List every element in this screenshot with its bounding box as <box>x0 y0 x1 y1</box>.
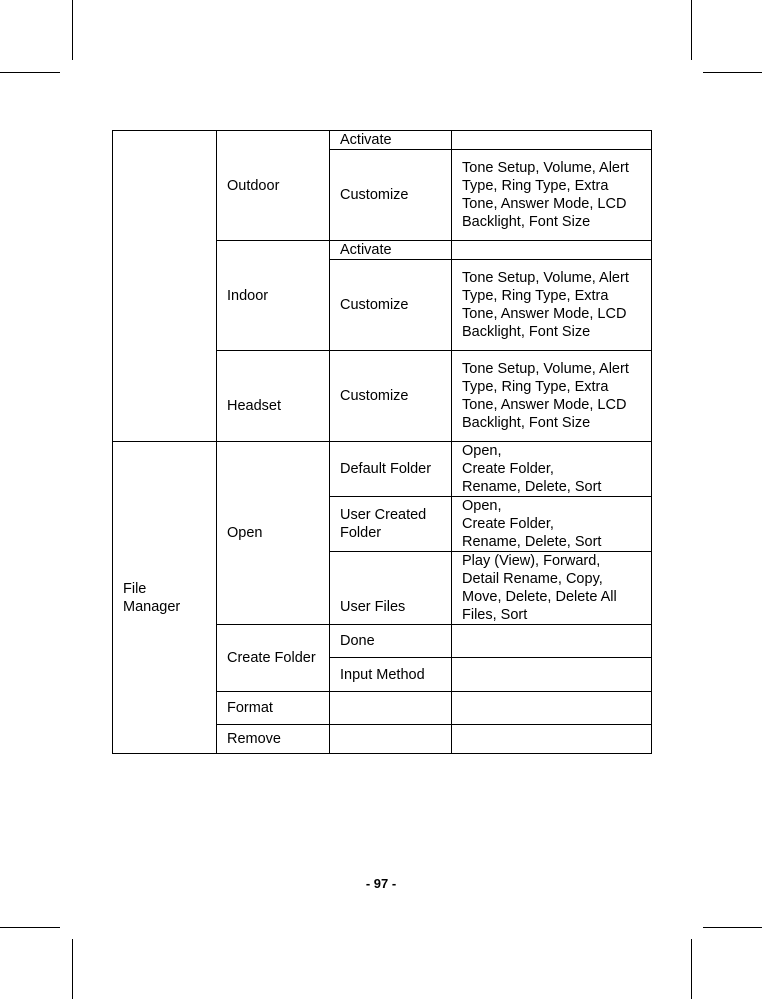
indoor-label: Indoor <box>217 241 330 351</box>
crop-mark <box>0 72 60 73</box>
option-line: Rename, Delete, Sort <box>462 534 602 550</box>
user-files-options: Play (View), Forward, Detail Rename, Copy, Move, Delete, Delete All Files, Sort <box>452 552 652 625</box>
empty-cell <box>452 131 652 150</box>
indoor-activate: Activate <box>330 241 452 260</box>
crop-mark <box>72 0 73 60</box>
file-manager-label: File Manager <box>113 442 217 754</box>
open-label: Open <box>217 442 330 625</box>
create-folder-label: Create Folder <box>217 625 330 692</box>
user-files-label: User Files <box>330 552 452 625</box>
option-line: Open, <box>462 443 502 459</box>
default-folder-label: Default Folder <box>330 442 452 497</box>
option-line: Rename, Delete, Sort <box>462 479 602 495</box>
option-line: Create Folder, <box>462 461 554 477</box>
done-label: Done <box>330 625 452 658</box>
user-created-folder-options <box>452 497 652 552</box>
empty-cell <box>452 658 652 692</box>
profile-group-cell <box>113 131 217 442</box>
format-label: Format <box>217 692 330 725</box>
empty-cell <box>452 725 652 754</box>
outdoor-customize-options: Tone Setup, Volume, Alert Type, Ring Type, Extra Tone, Answer Mode, LCD Backlight, Font Size <box>452 150 652 241</box>
user-created-folder-label: User Created Folder <box>330 497 452 552</box>
table-row <box>113 131 652 150</box>
crop-mark <box>691 0 692 60</box>
crop-mark <box>691 939 692 999</box>
crop-mark <box>703 72 762 73</box>
empty-cell <box>330 725 452 754</box>
option-line: Create Folder, <box>462 516 554 532</box>
indoor-customize: Customize <box>330 260 452 351</box>
remove-label: Remove <box>217 725 330 754</box>
table-row <box>113 442 652 497</box>
menu-table <box>112 130 652 754</box>
headset-label: Headset <box>217 351 330 442</box>
empty-cell <box>330 692 452 725</box>
crop-mark <box>0 927 60 928</box>
default-folder-options <box>452 442 652 497</box>
headset-customize: Customize <box>330 351 452 442</box>
outdoor-customize: Customize <box>330 150 452 241</box>
input-method-label: Input Method <box>330 658 452 692</box>
crop-mark <box>72 939 73 999</box>
page-number: - 97 - <box>365 876 397 891</box>
empty-cell <box>452 692 652 725</box>
empty-cell <box>452 625 652 658</box>
indoor-customize-options: Tone Setup, Volume, Alert Type, Ring Type, Extra Tone, Answer Mode, LCD Backlight, Font Size <box>452 260 652 351</box>
option-line: Open, <box>462 498 502 514</box>
headset-customize-options: Tone Setup, Volume, Alert Type, Ring Type, Extra Tone, Answer Mode, LCD Backlight, Font Size <box>452 351 652 442</box>
outdoor-label: Outdoor <box>217 131 330 241</box>
crop-mark <box>703 927 762 928</box>
outdoor-activate: Activate <box>330 131 452 150</box>
empty-cell <box>452 241 652 260</box>
